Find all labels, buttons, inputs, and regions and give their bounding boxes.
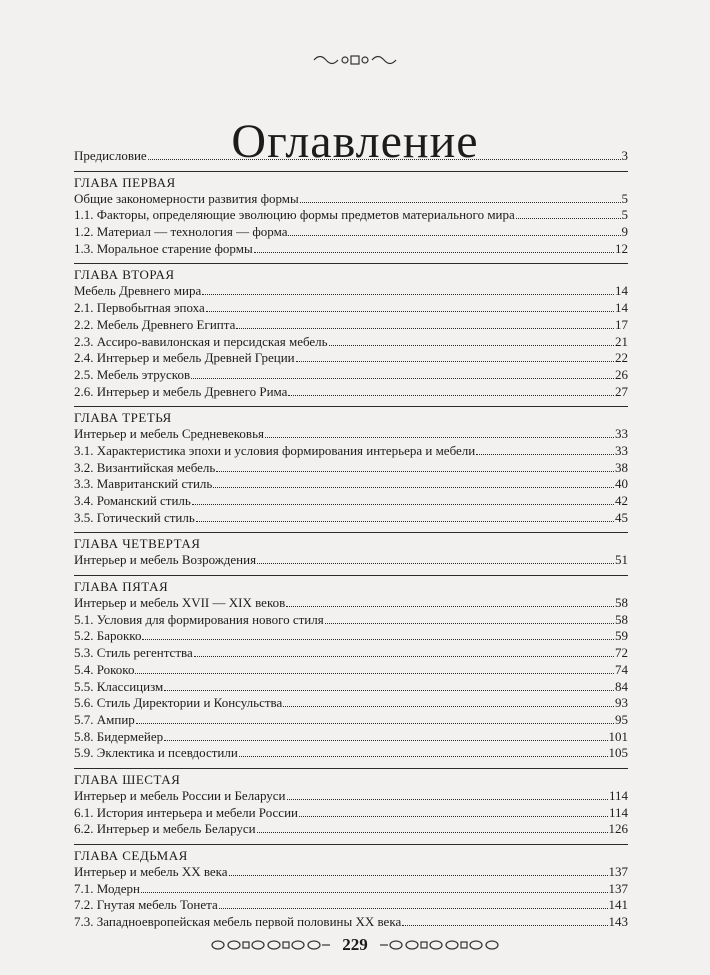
- toc-entry-label: 1.2. Материал — технология — форма: [74, 224, 288, 240]
- dot-leader: [148, 158, 621, 160]
- ornament-top: [0, 52, 710, 73]
- toc-entry-page: 22: [615, 350, 628, 366]
- toc-entry[interactable]: [74, 191, 628, 208]
- toc-entry-page: 45: [615, 509, 628, 525]
- dot-leader: [329, 344, 614, 346]
- page-footer: [0, 935, 710, 955]
- toc-entry-page: 33: [615, 426, 628, 442]
- dot-leader: [236, 327, 614, 329]
- dot-leader: [164, 689, 614, 691]
- toc-entry-label: 5.2. Барокко: [74, 628, 142, 644]
- toc-entry[interactable]: [74, 476, 628, 493]
- toc-entry-label: 6.1. История интерьера и мебели России: [74, 804, 298, 820]
- toc-entry-label: 5.6. Стиль Директории и Консульства: [74, 695, 283, 711]
- toc-entry-page: 5: [621, 190, 628, 206]
- toc-entry-page: 101: [608, 728, 628, 744]
- dot-leader: [164, 739, 607, 741]
- toc-entry-page: 5: [621, 207, 628, 223]
- dot-leader: [141, 891, 608, 893]
- toc-entry[interactable]: [74, 729, 628, 746]
- toc-entry-label: 3.1. Характеристика эпохи и условия формирования интерьера и мебели: [74, 442, 476, 458]
- toc-entry[interactable]: [74, 510, 628, 527]
- toc-entry-label: 5.3. Стиль регентства: [74, 645, 193, 661]
- chapter-block: [74, 768, 628, 838]
- dot-leader: [206, 310, 614, 312]
- toc-entry-label: 3.5. Готический стиль: [74, 509, 195, 525]
- toc-entry-page: 51: [615, 552, 628, 568]
- toc-entry-page: 33: [615, 442, 628, 458]
- toc-entry-page: 14: [615, 300, 628, 316]
- table-of-contents: [74, 148, 628, 931]
- toc-entry-page: 95: [615, 711, 628, 727]
- dot-leader: [288, 234, 620, 236]
- toc-entry-page: 3: [621, 148, 628, 163]
- toc-entry[interactable]: [74, 283, 628, 300]
- toc-entry-page: 114: [608, 804, 628, 820]
- toc-entry-page: 17: [615, 316, 628, 332]
- toc-entry[interactable]: [74, 300, 628, 317]
- dot-leader: [142, 638, 614, 640]
- dot-leader: [476, 453, 614, 455]
- toc-entry-label: Интерьер и мебель Средневековья: [74, 426, 264, 442]
- dot-leader: [296, 360, 614, 362]
- chapter-block: [74, 263, 628, 400]
- dot-leader: [254, 251, 614, 253]
- dot-leader: [288, 394, 614, 396]
- dot-leader: [257, 562, 614, 564]
- page-number: 229: [342, 935, 368, 954]
- toc-entry-page: 84: [615, 678, 628, 694]
- dot-leader: [136, 722, 614, 724]
- toc-entry-label: 2.2. Мебель Древнего Египта: [74, 316, 236, 332]
- dot-leader: [216, 470, 614, 472]
- toc-entry[interactable]: [74, 914, 628, 931]
- toc-entry[interactable]: [74, 552, 628, 569]
- chapter-block: [74, 171, 628, 258]
- dot-leader: [265, 436, 614, 438]
- toc-entry[interactable]: [74, 679, 628, 696]
- toc-entry-page: 58: [615, 595, 628, 611]
- toc-entry-page: 137: [608, 864, 628, 879]
- toc-entry-label: 2.3. Ассиро-вавилонская и персидская мебель: [74, 333, 328, 349]
- dot-leader: [239, 755, 608, 757]
- toc-entry-page: 114: [608, 787, 628, 803]
- dot-leader: [213, 486, 614, 488]
- toc-entry[interactable]: [74, 224, 628, 241]
- toc-entry-label: 3.4. Романский стиль: [74, 493, 191, 508]
- chain-ornament-right-icon: [380, 938, 500, 952]
- dot-leader: [325, 622, 614, 624]
- toc-entry-page: 42: [615, 493, 628, 508]
- chapter-heading: ГЛАВА ШЕСТАЯ: [74, 771, 181, 787]
- toc-entry-page: 93: [615, 695, 628, 711]
- toc-entry-label: 5.7. Ампир: [74, 711, 135, 727]
- dot-leader: [191, 377, 614, 379]
- chapter-block: [74, 406, 628, 526]
- toc-entry-page: 14: [615, 283, 628, 299]
- toc-entry-label: 3.3. Мавританский стиль: [74, 476, 213, 492]
- page-title: Оглавление: [231, 115, 479, 169]
- toc-entry-page: 38: [615, 459, 628, 475]
- toc-entry[interactable]: [74, 695, 628, 712]
- toc-entry-label: Мебель Древнего мира: [74, 283, 202, 299]
- chapter-heading: ГЛАВА ТРЕТЬЯ: [74, 410, 172, 426]
- toc-entry[interactable]: [74, 805, 628, 822]
- toc-entry[interactable]: [74, 864, 628, 881]
- chapter-block: [74, 844, 628, 931]
- toc-entry-label: 7.2. Гнутая мебель Тонета: [74, 897, 218, 913]
- chapter-block: [74, 532, 628, 569]
- toc-entry-page: 141: [608, 897, 628, 913]
- toc-entry-label: 1.3. Моральное старение формы: [74, 240, 253, 256]
- toc-entry[interactable]: [74, 350, 628, 367]
- toc-entry-label: Интерьер и мебель Возрождения: [74, 552, 257, 568]
- toc-entry[interactable]: [74, 493, 628, 510]
- chapter-heading: ГЛАВА ПЯТАЯ: [74, 579, 169, 595]
- toc-entry[interactable]: [74, 821, 628, 838]
- toc-entry-label: 2.5. Мебель этрусков: [74, 366, 191, 382]
- toc-entry-label: Интерьер и мебель XVII — XIX веков: [74, 595, 286, 611]
- toc-entry-page: 143: [608, 914, 628, 930]
- toc-entry-label: Интерьер и мебель XX века: [74, 864, 228, 879]
- toc-entry-label: 5.8. Бидермейер: [74, 728, 164, 744]
- toc-entry[interactable]: [74, 443, 628, 460]
- toc-entry-label: 2.4. Интерьер и мебель Древней Греции: [74, 350, 295, 366]
- toc-entry-page: 27: [615, 383, 628, 399]
- chapter-heading: ГЛАВА СЕДЬМАЯ: [74, 848, 188, 863]
- toc-entry[interactable]: [74, 595, 628, 612]
- dot-leader: [192, 503, 614, 505]
- dot-leader: [196, 520, 614, 522]
- dot-leader: [194, 655, 614, 657]
- toc-entry-label: 5.1. Условия для формирования нового стиля: [74, 611, 324, 627]
- toc-entry-page: 105: [608, 745, 628, 761]
- toc-entry-label: Общие закономерности развития формы: [74, 190, 299, 206]
- toc-entry-page: 12: [615, 240, 628, 256]
- toc-entry[interactable]: [74, 628, 628, 645]
- toc-entry-label: 5.5. Классицизм: [74, 678, 164, 694]
- toc-entry[interactable]: [74, 426, 628, 443]
- toc-entry[interactable]: [74, 788, 628, 805]
- dot-leader: [286, 605, 614, 607]
- chapter-heading: ГЛАВА ПЕРВАЯ: [74, 174, 176, 190]
- dot-leader: [299, 815, 608, 817]
- toc-entry-label: 3.2. Византийская мебель: [74, 459, 216, 475]
- toc-entry-page: 21: [615, 333, 628, 349]
- toc-entry-label: 2.6. Интерьер и мебель Древнего Рима: [74, 383, 288, 399]
- toc-entry[interactable]: [74, 662, 628, 679]
- chapter-heading: ГЛАВА ВТОРАЯ: [74, 267, 175, 283]
- toc-entry[interactable]: [74, 460, 628, 477]
- toc-entry[interactable]: [74, 745, 628, 762]
- dot-leader: [229, 874, 608, 876]
- toc-entry-page: 72: [615, 645, 628, 661]
- toc-entry-label: 5.4. Рококо: [74, 661, 135, 677]
- dot-leader: [516, 217, 621, 219]
- toc-entry[interactable]: [74, 367, 628, 384]
- toc-entry-page: 74: [615, 661, 628, 677]
- toc-entry-label: 2.1. Первобытная эпоха: [74, 300, 205, 316]
- toc-entry-page: 58: [615, 611, 628, 627]
- toc-entry[interactable]: [74, 317, 628, 334]
- toc-entry-preface[interactable]: [74, 148, 628, 165]
- toc-entry[interactable]: [74, 241, 628, 258]
- toc-entry-page: 137: [608, 880, 628, 896]
- toc-entry-label: Интерьер и мебель России и Беларуси: [74, 787, 286, 803]
- dot-leader: [287, 798, 608, 800]
- toc-entry[interactable]: [74, 612, 628, 629]
- toc-entry-page: 26: [615, 366, 628, 382]
- toc-entry-page: 40: [615, 476, 628, 492]
- toc-entry-page: 59: [615, 628, 628, 644]
- chapter-list: [74, 171, 628, 931]
- toc-entry-label: 5.9. Эклектика и псевдостили: [74, 745, 238, 761]
- toc-entry-label: 7.3. Западноевропейская мебель первой половины XX века: [74, 914, 402, 930]
- toc-entry-page: 9: [621, 224, 628, 240]
- scroll-ornament-icon: [310, 52, 400, 68]
- toc-entry-page: 126: [608, 821, 628, 837]
- toc-entry-label: 7.1. Модерн: [74, 880, 140, 896]
- dot-leader: [135, 672, 614, 674]
- dot-leader: [402, 924, 607, 926]
- chapter-block: [74, 575, 628, 762]
- toc-entry[interactable]: [74, 897, 628, 914]
- toc-entry[interactable]: [74, 384, 628, 401]
- toc-entry-label: 1.1. Факторы, определяющие эволюцию формы предметов материального мира: [74, 207, 515, 223]
- toc-entry[interactable]: [74, 712, 628, 729]
- dot-leader: [219, 907, 608, 909]
- chapter-heading: ГЛАВА ЧЕТВЕРТАЯ: [74, 536, 201, 552]
- dot-leader: [257, 831, 608, 833]
- chain-ornament-left-icon: [210, 938, 330, 952]
- dot-leader: [283, 705, 614, 707]
- dot-leader: [202, 293, 614, 295]
- toc-entry[interactable]: [74, 207, 628, 224]
- toc-entry[interactable]: [74, 645, 628, 662]
- toc-entry-label: Предисловие: [74, 148, 147, 163]
- toc-entry-label: 6.2. Интерьер и мебель Беларуси: [74, 821, 256, 837]
- dot-leader: [300, 201, 621, 203]
- toc-entry[interactable]: [74, 334, 628, 351]
- toc-entry[interactable]: [74, 881, 628, 898]
